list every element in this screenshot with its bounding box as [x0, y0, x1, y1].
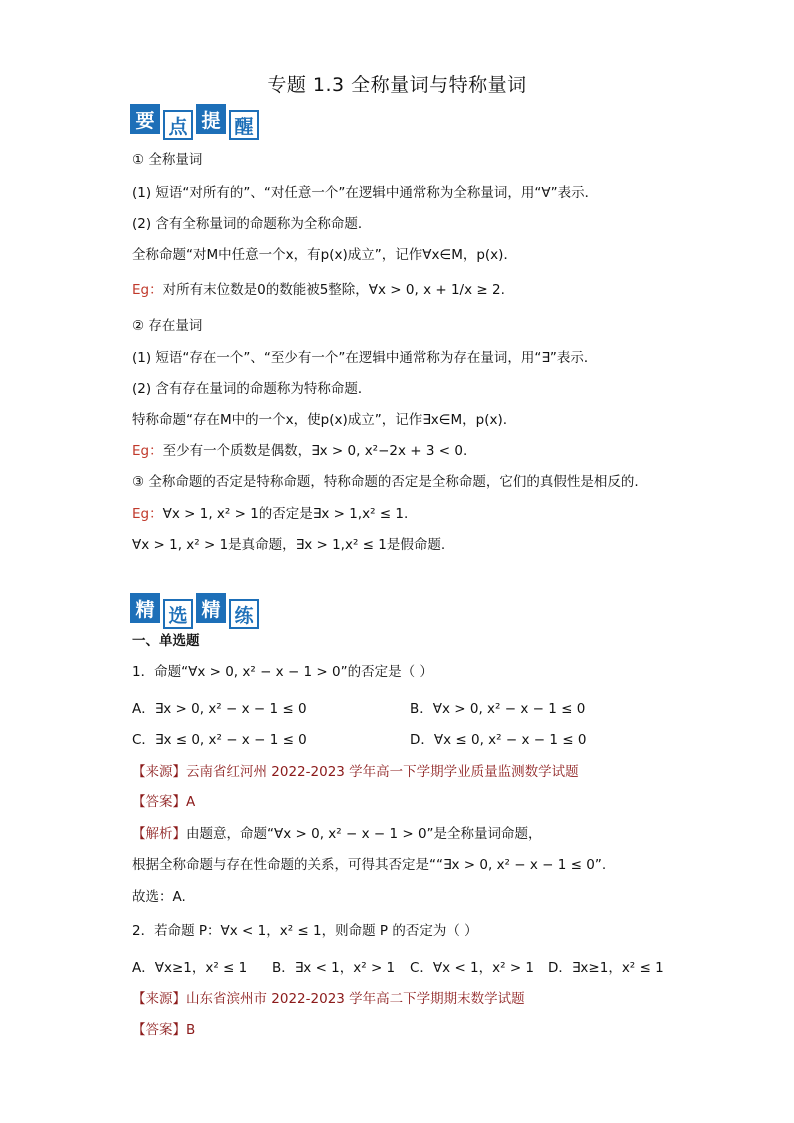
- badge-char-1: 要: [130, 104, 160, 134]
- eg-label: Eg：: [132, 506, 163, 522]
- q1-source: 【来源】云南省红河州 2022-2023 学年高一下学期学业质量监测数学试题: [132, 764, 579, 780]
- note-line-10: Eg：至少有一个质数是偶数，∃x > 0, x²−2x + 3 < 0.: [132, 443, 468, 459]
- section-heading: 一、单选题: [132, 633, 200, 649]
- note-line-1: ① 全称量词: [132, 152, 203, 168]
- note-line-12: Eg：∀x > 1, x² > 1的否定是∃x > 1,x² ≤ 1.: [132, 506, 409, 522]
- q2-option-c: C．∀x < 1，x² > 1: [410, 960, 535, 976]
- q1-option-a: A．∃x > 0, x² − x − 1 ≤ 0: [132, 701, 307, 717]
- page-title: 专题 1.3 全称量词与特称量词: [267, 74, 527, 96]
- badge-char-1: 精: [130, 593, 160, 623]
- q2-option-b: B．∃x < 1，x² > 1: [272, 960, 396, 976]
- badge-char-3: 提: [196, 104, 226, 134]
- q2-stem: 2．若命题 P：∀x < 1，x² ≤ 1，则命题 P 的否定为（ ）: [132, 923, 478, 939]
- q2-option-a: A．∀x≥1，x² ≤ 1: [132, 960, 248, 976]
- note-line-7: (1) 短语“存在一个”、“至少有一个”在逻辑中通常称为存在量词，用“∃”表示．: [132, 350, 598, 366]
- q1-analysis-2: 根据全称命题与存在性命题的关系，可得其否定是““∃x > 0, x² − x − 1 ≤ 0”.: [132, 857, 607, 873]
- q1-option-d: D．∀x ≤ 0, x² − x − 1 ≤ 0: [410, 732, 587, 748]
- practice-badge: [130, 593, 259, 629]
- q1-analysis-1: 【解析】由题意，命题“∀x > 0, x² − x − 1 > 0”是全称量词命题，: [132, 826, 542, 842]
- badge-char-2: 点: [163, 110, 193, 140]
- badge-char-2: 选: [163, 599, 193, 629]
- note-line-3: (2) 含有全称量词的命题称为全称命题．: [132, 216, 372, 232]
- q1-answer: 【答案】A: [132, 794, 196, 810]
- badge-char-4: 醒: [229, 110, 259, 140]
- q1-option-b: B．∀x > 0, x² − x − 1 ≤ 0: [410, 701, 586, 717]
- note-line-5: Eg：对所有末位数是0的数能被5整除，∀x > 0, x + 1/x ≥ 2.: [132, 282, 505, 298]
- eg-label: Eg：: [132, 282, 163, 298]
- note-line-4: 全称命题“对M中任意一个x，有p(x)成立”，记作∀x∈M，p(x)．: [132, 247, 517, 263]
- eg-label: Eg：: [132, 443, 163, 459]
- q1-conclusion: 故选：A.: [132, 889, 186, 905]
- q2-answer: 【答案】B: [132, 1022, 196, 1038]
- q2-option-d: D．∃x≥1，x² ≤ 1: [548, 960, 664, 976]
- note-line-11: ③ 全称命题的否定是特称命题，特称命题的否定是全称命题，它们的真假性是相反的.: [132, 474, 639, 490]
- note-line-2: (1) 短语“对所有的”、“对任意一个”在逻辑中通常称为全称量词，用“∀”表示．: [132, 185, 599, 201]
- key-points-badge: [130, 104, 259, 140]
- note-line-13: ∀x > 1, x² > 1是真命题，∃x > 1,x² ≤ 1是假命题.: [132, 537, 446, 553]
- badge-char-4: 练: [229, 599, 259, 629]
- q1-stem: 1．命题“∀x > 0, x² − x − 1 > 0”的否定是（ ）: [132, 664, 433, 680]
- badge-char-3: 精: [196, 593, 226, 623]
- note-line-8: (2) 含有存在量词的命题称为特称命题．: [132, 381, 372, 397]
- q1-option-c: C．∃x ≤ 0, x² − x − 1 ≤ 0: [132, 732, 307, 748]
- note-line-6: ② 存在量词: [132, 318, 203, 334]
- note-line-9: 特称命题“存在M中的一个x，使p(x)成立”，记作∃x∈M，p(x).: [132, 412, 508, 428]
- q2-source: 【来源】山东省滨州市 2022-2023 学年高二下学期期末数学试题: [132, 991, 525, 1007]
